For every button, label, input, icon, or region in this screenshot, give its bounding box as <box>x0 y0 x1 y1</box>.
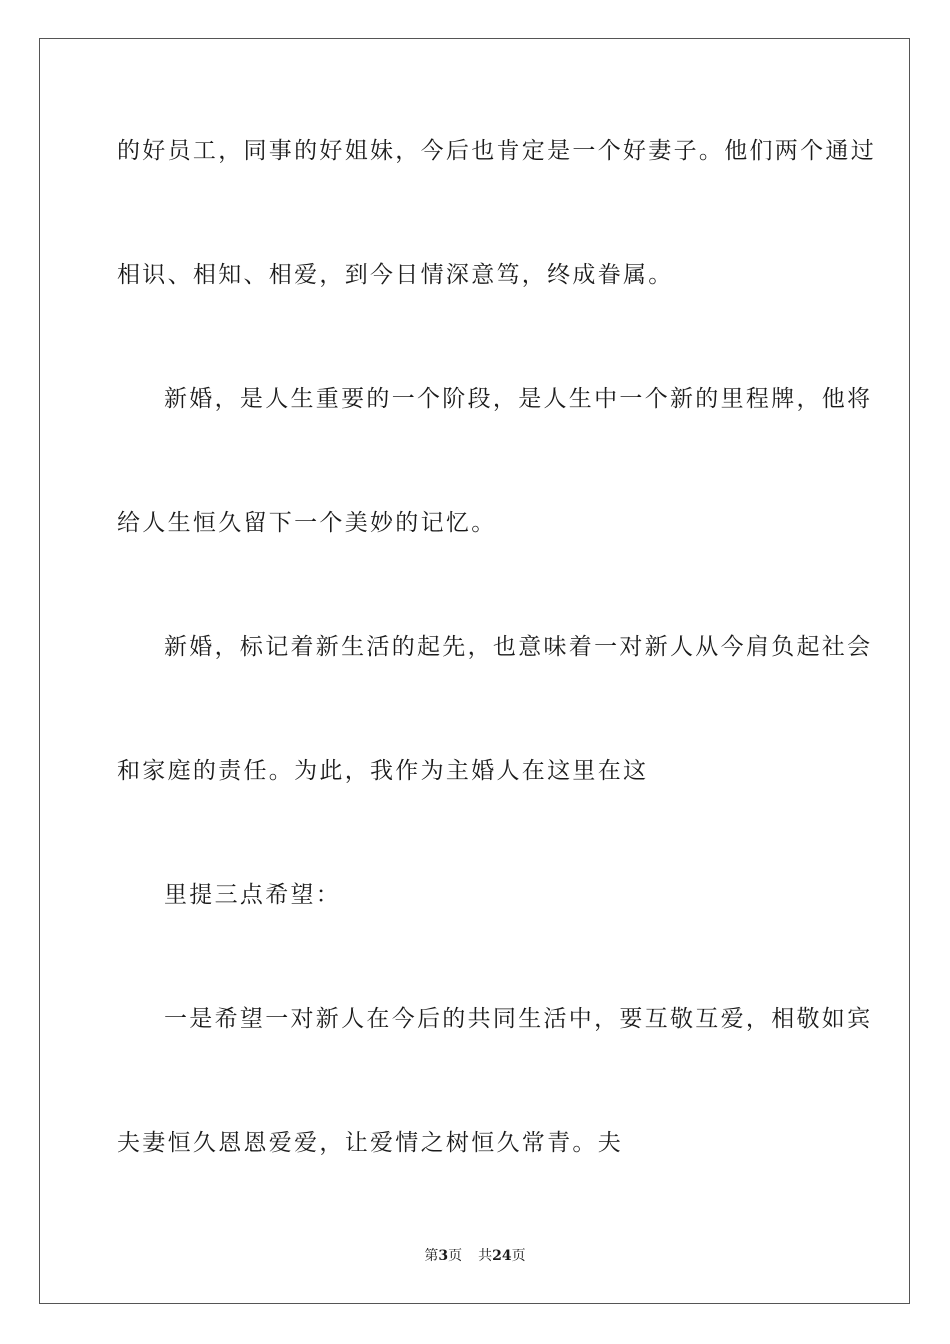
text-line-9: 夫妻恒久恩恩爱爱，让爱情之树恒久常青。夫 <box>117 1130 623 1156</box>
page-number: 3 <box>438 1248 449 1264</box>
text-line-8: 一是希望一对新人在今后的共同生活中，要互敬互爱，相敬如宾 <box>164 1006 873 1032</box>
total-prefix: 共 <box>478 1248 493 1264</box>
text-line-6: 和家庭的责任。为此，我作为主婚人在这里在这 <box>117 758 649 784</box>
text-line-7: 里提三点希望： <box>164 882 342 908</box>
text-line-4: 给人生恒久留下一个美妙的记忆。 <box>117 510 497 536</box>
text-line-3: 新婚，是人生重要的一个阶段，是人生中一个新的里程牌，他将 <box>164 386 873 412</box>
text-line-2: 相识、相知、相爱，到今日情深意笃，终成眷属。 <box>117 262 674 288</box>
page-border <box>39 38 910 1304</box>
page-prefix: 第 <box>424 1248 439 1264</box>
page-footer <box>0 1246 950 1266</box>
total-suffix: 页 <box>511 1248 526 1264</box>
page-suffix: 页 <box>448 1248 463 1264</box>
text-line-1: 的好员工，同事的好姐妹，今后也肯定是一个好妻子。他们两个通过 <box>117 138 876 164</box>
total-pages: 24 <box>492 1248 512 1264</box>
text-line-5: 新婚，标记着新生活的起先，也意味着一对新人从今肩负起社会 <box>164 634 873 660</box>
